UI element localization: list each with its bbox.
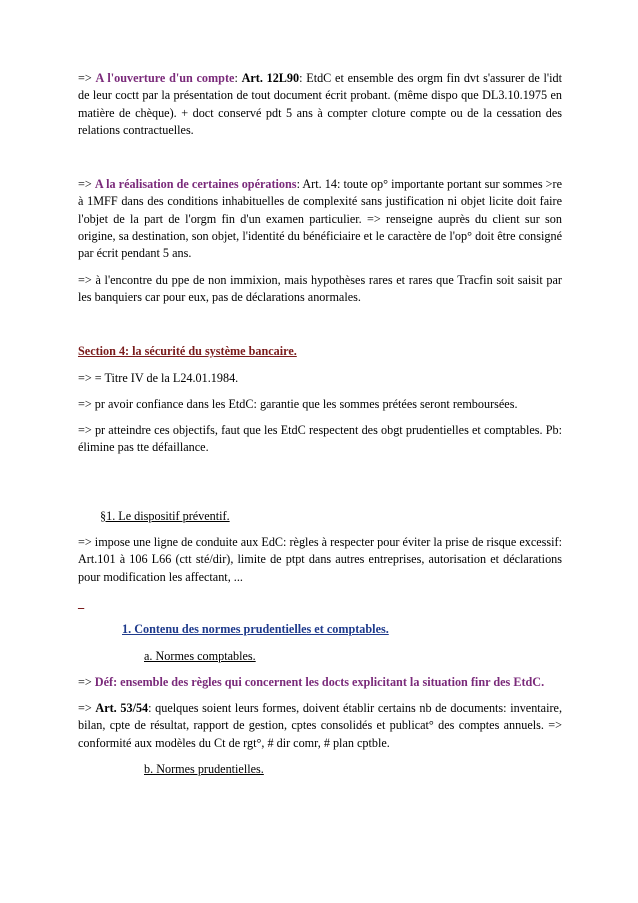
subsection-1-title	[78, 508, 562, 525]
paragraph-ouverture-compte	[78, 70, 562, 139]
section-4-title	[78, 343, 562, 360]
item-a-title-text: a. Normes comptables.	[144, 648, 256, 663]
dash-text: _	[78, 595, 85, 610]
paragraph-non-immixion: => à l'encontre du ppe de non immixion, mais hypothèses rares et rares que Tracfin soit saisit par les banquiers car pour eux, pas de déclarations anormales.	[78, 272, 562, 304]
paragraph-realisation-operations	[78, 176, 562, 262]
arrow: =>	[78, 674, 95, 689]
item-b-title-text: b. Normes prudentielles.	[144, 762, 264, 777]
article-ref: Art. 12L90	[241, 71, 300, 85]
heading-ouverture-compte: A l'ouverture d'un compte	[95, 71, 235, 85]
paragraph-objectifs: => pr atteindre ces objectifs, faut que les EtdC respectent des obgt prudentielles et comptables. Pb: élimine pas tte défaillance.	[78, 423, 562, 455]
colon: :	[234, 71, 242, 85]
paragraph-ligne-conduite: => impose une ligne de conduite aux EdC: règles à respecter pour éviter la prise de risque excessif: Art.101 à 106 L66 (ctt sté/dir), limite de ptpt dans autres entreprises, autorisation et déclarations pour modification les affectant, ...	[78, 535, 562, 584]
arrow: =>	[78, 701, 96, 716]
definition-text: Déf: ensemble des règles qui concernent les docts explicitant la situation finr des EtdC.	[94, 674, 545, 689]
item-b-title	[78, 761, 562, 778]
dash-mark	[78, 595, 562, 612]
arrow: =>	[78, 71, 96, 85]
paragraph-art-53-54	[78, 700, 562, 752]
section-title-text: Section 4: la sécurité du système bancaire.	[78, 344, 297, 359]
paragraph-text: : quelques soient leurs formes, doivent établir certains nb de documents: inventaire, bilan, cpte de résultat, rapport de gestion, cptes consolidés et publicat° des comptes annuels. => conformité aux modèles du Ct de rgt°, # dir comr, # plan cptble.	[78, 701, 562, 750]
item-a-title	[78, 648, 562, 665]
paragraph-text: : Art. 14: toute op° importante portant sur sommes >re à 1MFF dans des conditions inhabituelles de complexité sans justification ni objet licite doit faire l'objet de la part de l'orgm fin d'un examen particulier. => renseigne auprès du client sur son origine, sa destination, son objet, l'identité du bénéficiaire et le caractère de l'op° doit être consigné par écrit pendant 5 ans.	[78, 177, 563, 261]
paragraph-definition	[78, 674, 562, 691]
arrow: =>	[78, 177, 95, 192]
paragraph-text: : EtdC et ensemble des orgm fin dvt s'assurer de l'idt de leur coctt par la présentation de tout document écrit probant. (même dispo que DL3.10.1975 en matière de chèque). + doct conservé pdt 5 ans à compter cloture compte ou de la cessation des relations contractuelles.	[78, 71, 562, 137]
item-1-title	[78, 621, 562, 638]
document-page	[78, 70, 562, 778]
article-ref: Art. 53/54	[95, 701, 149, 716]
item-1-title-text: 1. Contenu des normes prudentielles et comptables.	[122, 622, 389, 637]
subsection-title-text: §1. Le dispositif préventif.	[100, 508, 230, 523]
paragraph-titre-iv: => = Titre IV de la L24.01.1984.	[78, 370, 239, 385]
paragraph-confiance: => pr avoir confiance dans les EtdC: garantie que les sommes prétées seront remboursées.	[78, 396, 518, 411]
heading-realisation-operations: A la réalisation de certaines opérations	[94, 177, 297, 192]
